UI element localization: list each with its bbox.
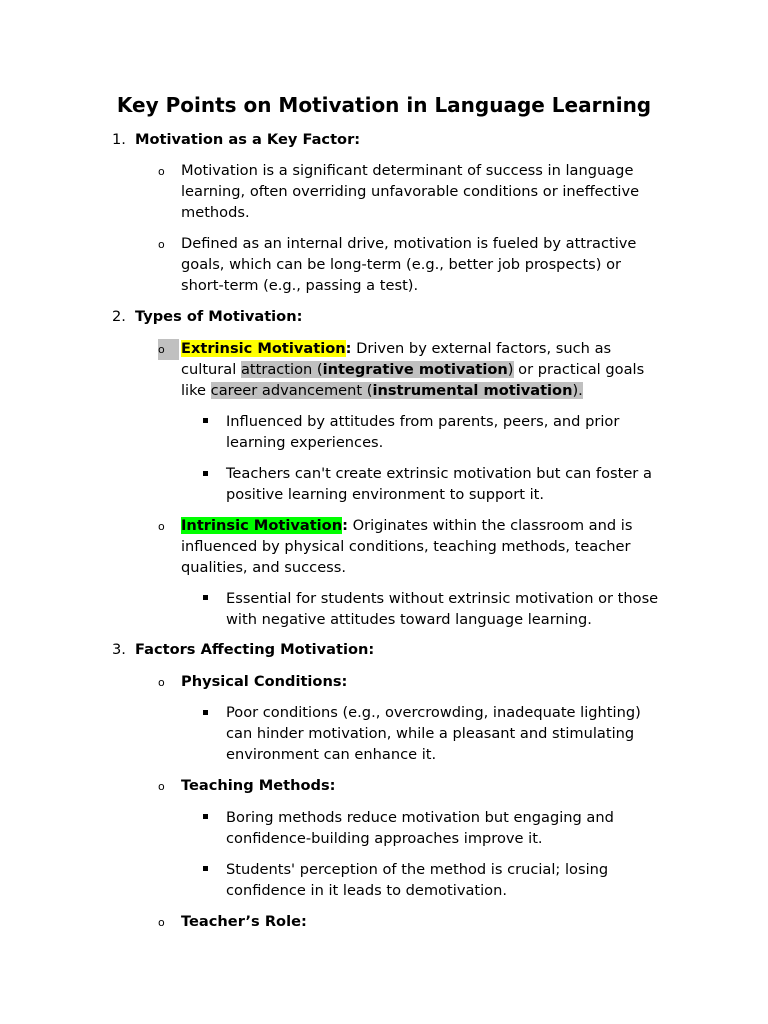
physical-sub1-line1: Poor conditions (e.g., overcrowding, inadequate lighting)	[226, 704, 641, 721]
circle-bullet-icon: o	[158, 339, 179, 360]
square-bullet-icon	[203, 710, 208, 715]
teaching-sub1-line2: confidence-building approaches improve it.	[226, 830, 543, 847]
circle-bullet-icon: o	[158, 238, 165, 251]
s1-p2-line1: Defined as an internal drive, motivation is fueled by attractive	[181, 235, 637, 252]
section-1-number: 1.	[112, 131, 126, 148]
extrinsic-sub1-line2: learning experiences.	[226, 434, 384, 451]
square-bullet-icon	[203, 471, 208, 476]
square-bullet-icon	[203, 866, 208, 871]
teaching-methods-heading: Teaching Methods:	[181, 777, 336, 794]
extrinsic-sub2-line2: positive learning environment to support it.	[226, 486, 545, 503]
intrinsic-sub1-line2: with negative attitudes toward language learning.	[226, 611, 592, 628]
intrinsic-colon: :	[342, 517, 348, 534]
extrinsic-line3-d: ).	[572, 382, 583, 399]
teaching-sub1-line1: Boring methods reduce motivation but engaging and	[226, 809, 614, 826]
extrinsic-sub2-line1: Teachers can't create extrinsic motivation but can foster a	[226, 465, 652, 482]
section-2-heading: Types of Motivation:	[135, 308, 303, 325]
intrinsic-line1	[181, 515, 632, 536]
section-2-number: 2.	[112, 308, 126, 325]
teaching-sub2-line1: Students' perception of the method is crucial; losing	[226, 861, 609, 878]
teacher-role-heading: Teacher’s Role:	[181, 913, 307, 930]
extrinsic-line2	[181, 359, 644, 380]
intrinsic-line3: qualities, and success.	[181, 559, 347, 576]
extrinsic-line2-e: or practical goals	[513, 361, 645, 378]
circle-bullet-icon: o	[158, 780, 165, 793]
s1-p1-line3: methods.	[181, 204, 250, 221]
extrinsic-line1-rest: Driven by external factors, such as	[351, 340, 612, 357]
physical-sub1-line3: environment can enhance it.	[226, 746, 437, 763]
circle-bullet-icon: o	[158, 520, 165, 533]
extrinsic-line2-b: attraction (	[240, 361, 323, 378]
extrinsic-line2-a: cultural	[181, 361, 241, 378]
square-bullet-icon	[203, 595, 208, 600]
intrinsic-line2: influenced by physical conditions, teaching methods, teacher	[181, 538, 631, 555]
square-bullet-icon	[203, 418, 208, 423]
instrumental-highlight	[211, 382, 583, 399]
section-3-heading: Factors Affecting Motivation:	[135, 641, 375, 658]
section-1-heading: Motivation as a Key Factor:	[135, 131, 361, 148]
intrinsic-sub1-line1: Essential for students without extrinsic motivation or those	[226, 590, 659, 607]
extrinsic-term: Extrinsic Motivation	[181, 340, 346, 357]
intrinsic-term: Intrinsic Motivation	[181, 517, 343, 534]
intrinsic-line1-rest: Originates within the classroom and is	[347, 517, 633, 534]
page-title: Key Points on Motivation in Language Learning	[116, 93, 652, 117]
extrinsic-line3	[181, 380, 583, 401]
circle-bullet-icon: o	[158, 916, 165, 929]
s1-p1-line2: learning, often overriding unfavorable conditions or ineffective	[181, 183, 640, 200]
integrative-motivation-term: integrative motivation	[322, 361, 508, 378]
extrinsic-line1	[181, 338, 611, 359]
physical-sub1-line2: can hinder motivation, while a pleasant and stimulating	[226, 725, 635, 742]
integrative-highlight	[241, 361, 514, 378]
extrinsic-sub1-line1: Influenced by attitudes from parents, peers, and prior	[226, 413, 620, 430]
instrumental-motivation-term: instrumental motivation	[372, 382, 573, 399]
s1-p2-line2: goals, which can be long-term (e.g., better job prospects) or	[181, 256, 622, 273]
physical-conditions-heading: Physical Conditions:	[181, 673, 348, 690]
circle-bullet-icon: o	[158, 676, 165, 689]
extrinsic-line3-a: like	[181, 382, 211, 399]
s1-p1-line1: Motivation is a significant determinant of success in language	[181, 162, 634, 179]
extrinsic-line2-d: )	[507, 361, 514, 378]
extrinsic-colon: :	[345, 340, 352, 357]
square-bullet-icon	[203, 814, 208, 819]
s1-p2-line3: short-term (e.g., passing a test).	[181, 277, 419, 294]
teaching-sub2-line2: confidence in it leads to demotivation.	[226, 882, 507, 899]
circle-bullet-icon: o	[158, 165, 165, 178]
extrinsic-line3-b: career advancement (	[210, 382, 373, 399]
section-3-number: 3.	[112, 641, 126, 658]
